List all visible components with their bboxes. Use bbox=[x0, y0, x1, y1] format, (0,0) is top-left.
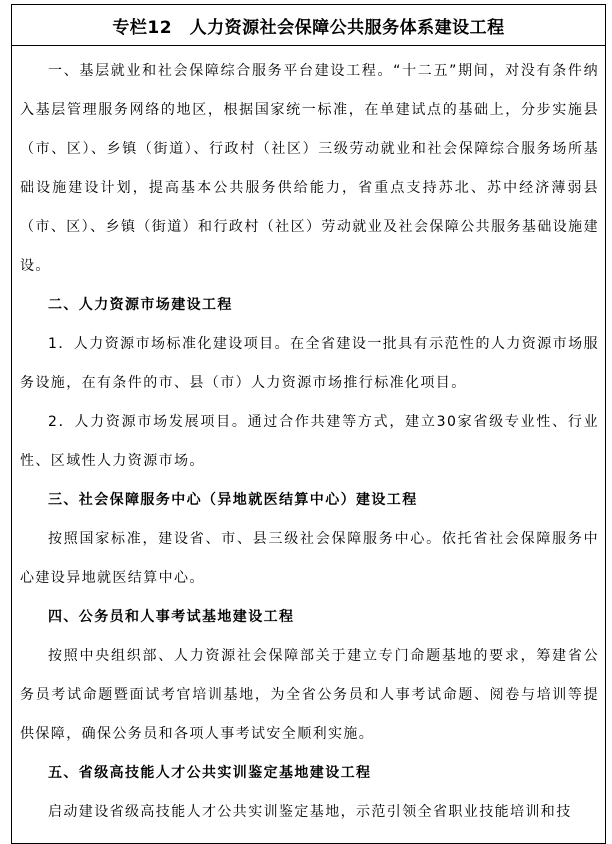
column-content bbox=[12, 46, 605, 832]
paragraph-social-security-center: 按照国家标准，建设省、市、县三级社会保障服务中心。依托省社会保障服务中心建设异地就医结算中心。 bbox=[20, 531, 599, 586]
column-title: 专栏12 人力资源社会保障公共服务体系建设工程 bbox=[112, 17, 505, 38]
heading-social-security-center: 三、社会保障服务中心（异地就医结算中心）建设工程 bbox=[48, 492, 418, 508]
paragraph-exam-base: 按照中央组织部、人力资源社会保障部关于建立专门命题基地的要求，筹建省公务员考试命题暨面试考官培训基地，为全省公务员和人事考试命题、阅卷与培训等提供保障，确保公务员和各项人事考试安全顺利实施。 bbox=[20, 648, 599, 742]
heading-skills-training-base: 五、省级高技能人才公共实训鉴定基地建设工程 bbox=[48, 765, 372, 781]
paragraph-platform-project: 一、基层就业和社会保障综合服务平台建设工程。“十二五”期间，对没有条件纳入基层管理服务网络的地区，根据国家统一标准，在单建试点的基础上，分步实施县（市、区）、乡镇（街道）、行政村（社区）三级劳动就业和社会保障综合服务场所基础设施建设计划，提高基本公共服务供给能力，省重点支持苏北、苏中经济薄弱县（市、区）、乡镇（街道）和行政村（社区）劳动就业及社会保障公共服务基础设施建设。 bbox=[20, 63, 599, 274]
heading-hr-market-project: 二、人力资源市场建设工程 bbox=[48, 297, 233, 313]
column-box bbox=[11, 4, 606, 844]
heading-exam-base: 四、公务员和人事考试基地建设工程 bbox=[48, 609, 295, 625]
paragraph-market-development: 2．人力资源市场发展项目。通过合作共建等方式，建立30家省级专业性、行业性、区域性人力资源市场。 bbox=[20, 414, 599, 469]
title-row bbox=[12, 5, 605, 46]
paragraph-skills-training-base: 启动建设省级高技能人才公共实训鉴定基地，示范引领全省职业技能培训和技 bbox=[48, 804, 572, 820]
paragraph-market-standardization: 1．人力资源市场标准化建设项目。在全省建设一批具有示范性的人力资源市场服务设施，在有条件的市、县（市）人力资源市场推行标准化项目。 bbox=[20, 336, 599, 391]
